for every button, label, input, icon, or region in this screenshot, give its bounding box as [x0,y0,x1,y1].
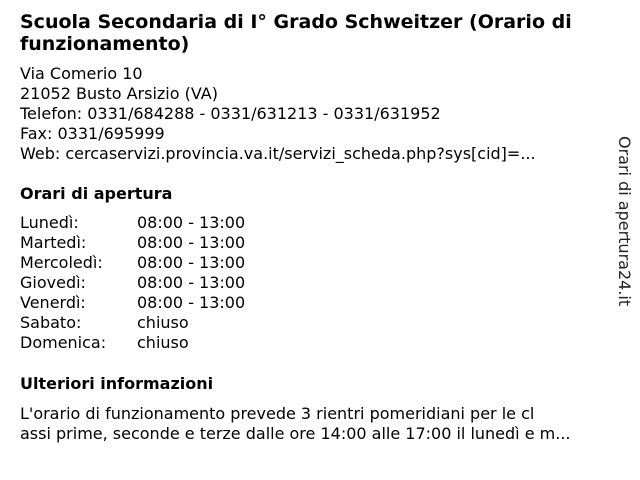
time-value: 08:00 - 13:00 [137,253,246,272]
web-line [20,144,600,164]
hours-row-sunday [20,333,245,353]
more-info-text [20,404,625,444]
phone-label: Telefon: [20,104,88,123]
street-address: Via Comerio 10 [20,64,143,83]
web-link[interactable]: cercaservizi.provincia.va.it/servizi_scheda.php?sys[cid]=... [65,144,536,163]
phone-line [20,104,600,124]
time-value: chiuso [137,313,189,332]
site-watermark: Orari di apertura24.it [615,136,634,307]
time-value: 08:00 - 13:00 [137,273,246,292]
day-label: Domenica: [20,333,107,352]
web-label: Web: [20,144,66,163]
hours-row-friday [20,293,245,313]
day-label: Giovedì: [20,273,86,292]
opening-hours-table [20,213,245,353]
fax-value: 0331/695999 [57,124,165,143]
day-label: Martedì: [20,233,87,252]
address-block [20,64,600,164]
more-info-line: L'orario di funzionamento prevede 3 rientri pomeridiani per le cl [20,404,535,423]
day-label: Lunedì: [20,213,79,232]
more-info-heading: Ulteriori informazioni [20,374,214,393]
hours-row-wednesday [20,253,245,273]
hours-row-monday [20,213,245,233]
hours-row-thursday [20,273,245,293]
page-title: Scuola Secondaria di I° Grado Schweitzer (Orario di funzionamento) [20,11,572,55]
opening-hours-heading: Orari di apertura [20,184,173,203]
city-address: 21052 Busto Arsizio (VA) [20,84,218,103]
time-value: 08:00 - 13:00 [137,213,246,232]
phone-value[interactable]: 0331/684288 - 0331/631213 - 0331/631952 [87,104,441,123]
time-value: chiuso [137,333,189,352]
fax-label: Fax: [20,124,58,143]
time-value: 08:00 - 13:00 [137,233,246,252]
more-info-line: assi prime, seconde e terze dalle ore 14:00 alle 17:00 il lunedì e m... [20,424,571,443]
hours-row-saturday [20,313,245,333]
fax-line [20,124,600,144]
day-label: Sabato: [20,313,82,332]
hours-row-tuesday [20,233,245,253]
day-label: Venerdì: [20,293,86,312]
time-value: 08:00 - 13:00 [137,293,246,312]
day-label: Mercoledì: [20,253,103,272]
